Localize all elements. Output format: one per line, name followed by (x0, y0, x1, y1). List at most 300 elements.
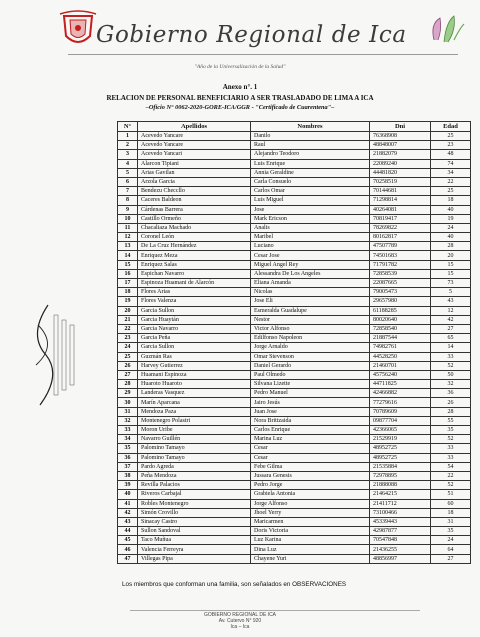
col-number-header: N° (118, 122, 138, 132)
row-names: Raul (251, 141, 370, 150)
row-dni: 45756240 (370, 370, 431, 379)
row-number: 40 (118, 490, 138, 499)
row-dni: 70819417 (370, 214, 431, 223)
row-names: Cesar (251, 444, 370, 453)
table-row (118, 435, 471, 444)
row-number: 17 (118, 279, 138, 288)
row-number: 6 (118, 177, 138, 186)
row-age: 18 (431, 508, 471, 517)
row-surnames: Palomino Tamayo (138, 453, 251, 462)
row-surnames: Moron Uribe (138, 426, 251, 435)
row-dni: 48952725 (370, 453, 431, 462)
row-number: 16 (118, 269, 138, 278)
row-surnames: Marín Aparcana (138, 398, 251, 407)
row-age: 27 (431, 554, 471, 563)
row-age: 33 (431, 444, 471, 453)
row-number: 8 (118, 196, 138, 205)
table-row (118, 205, 471, 214)
table-row (118, 141, 471, 150)
table-row (118, 416, 471, 425)
row-number: 3 (118, 150, 138, 159)
row-age: 64 (431, 545, 471, 554)
table-row (118, 260, 471, 269)
row-dni: 21460701 (370, 361, 431, 370)
row-names: Jussara Genesis (251, 471, 370, 480)
row-age: 48 (431, 150, 471, 159)
row-names: Victor Alfonso (251, 324, 370, 333)
table-row (118, 187, 471, 196)
table-row (118, 453, 471, 462)
table-row (118, 150, 471, 159)
row-number: 13 (118, 242, 138, 251)
row-age: 40 (431, 233, 471, 242)
row-names: Maribel (251, 233, 370, 242)
row-age: 26 (431, 398, 471, 407)
row-names: Paul Olmedo (251, 370, 370, 379)
row-surnames: Chacaliaza Machado (138, 223, 251, 232)
table-row (118, 168, 471, 177)
col-dni-header: Dni (370, 122, 431, 132)
row-surnames: Harvey Gutierrez (138, 361, 251, 370)
row-names: Pedro Jorge (251, 481, 370, 490)
row-names: Carlos Enrique (251, 426, 370, 435)
row-number: 30 (118, 398, 138, 407)
row-names: Annia Geraldine (251, 168, 370, 177)
row-dni: 73100466 (370, 508, 431, 517)
row-age: 35 (431, 426, 471, 435)
row-surnames: Huaroto Huaroto (138, 380, 251, 389)
table-row (118, 517, 471, 526)
row-dni: 71298814 (370, 196, 431, 205)
table-row (118, 352, 471, 361)
row-age: 25 (431, 187, 471, 196)
row-surnames: Huamani Espinoza (138, 370, 251, 379)
row-names: Carla Consuelo (251, 177, 370, 186)
table-row (118, 334, 471, 343)
row-dni: 48856997 (370, 554, 431, 563)
row-surnames: Espichan Navarro (138, 269, 251, 278)
row-dni: 74501683 (370, 251, 431, 260)
row-number: 2 (118, 141, 138, 150)
table-row (118, 223, 471, 232)
header-divider (68, 54, 458, 55)
row-surnames: Garcia Huaytán (138, 315, 251, 324)
regional-crest-icon (56, 10, 100, 50)
row-age: 60 (431, 499, 471, 508)
row-names: Carlos Omar (251, 187, 370, 196)
row-age: 40 (431, 205, 471, 214)
row-dni: 78269822 (370, 223, 431, 232)
row-surnames: Acevedo Yancare (138, 141, 251, 150)
row-names: Jose Eli (251, 297, 370, 306)
row-surnames: Alarcon Tipiani (138, 159, 251, 168)
table-row (118, 380, 471, 389)
row-number: 31 (118, 407, 138, 416)
row-number: 45 (118, 536, 138, 545)
row-number: 37 (118, 462, 138, 471)
row-names: Danilo (251, 132, 370, 141)
row-surnames: Villegas Pipa (138, 554, 251, 563)
row-surnames: Sullon Sandoval (138, 527, 251, 536)
row-dni: 21436255 (370, 545, 431, 554)
row-dni: 80162817 (370, 233, 431, 242)
row-number: 7 (118, 187, 138, 196)
row-number: 38 (118, 471, 138, 480)
beneficiaries-table (117, 121, 471, 564)
row-age: 33 (431, 453, 471, 462)
row-names: Dina Luz (251, 545, 370, 554)
row-surnames: Coronel León (138, 233, 251, 242)
footer-city: Ica – Ica (230, 624, 250, 630)
row-dni: 70144681 (370, 187, 431, 196)
table-row (118, 242, 471, 251)
row-age: 20 (431, 251, 471, 260)
row-number: 10 (118, 214, 138, 223)
row-age: 19 (431, 214, 471, 223)
row-number: 34 (118, 435, 138, 444)
row-surnames: Flores Valenza (138, 297, 251, 306)
table-row (118, 159, 471, 168)
row-names: Grabiela Antonia (251, 490, 370, 499)
row-number: 23 (118, 334, 138, 343)
row-names: Daniel Gerardo (251, 361, 370, 370)
row-number: 47 (118, 554, 138, 563)
row-number: 32 (118, 416, 138, 425)
table-row (118, 196, 471, 205)
row-names: Omar Stevenson (251, 352, 370, 361)
row-surnames: Riveros Carbajal (138, 490, 251, 499)
row-names: Nicolas (251, 288, 370, 297)
row-number: 26 (118, 361, 138, 370)
row-surnames: Mendoza Paza (138, 407, 251, 416)
row-dni: 48952725 (370, 444, 431, 453)
row-surnames: Acevedo Yancari (138, 150, 251, 159)
row-number: 20 (118, 306, 138, 315)
row-surnames: Bendezu Checcllo (138, 187, 251, 196)
table-row (118, 269, 471, 278)
document-title: RELACION DE PERSONAL BENEFICIARIO A SER TRASLADADO DE LIMA A ICA (106, 94, 374, 102)
row-dni: 21411712 (370, 499, 431, 508)
row-age: 52 (431, 435, 471, 444)
row-dni: 40264081 (370, 205, 431, 214)
row-number: 11 (118, 223, 138, 232)
row-age: 24 (431, 536, 471, 545)
row-number: 46 (118, 545, 138, 554)
row-surnames: Valencia Ferreyra (138, 545, 251, 554)
table-row (118, 527, 471, 536)
table-row (118, 315, 471, 324)
row-surnames: Guzmán Ras (138, 352, 251, 361)
row-dni: 21887544 (370, 334, 431, 343)
row-number: 29 (118, 389, 138, 398)
row-number: 43 (118, 517, 138, 526)
row-surnames: Garcia Sullon (138, 306, 251, 315)
row-dni: 80020640 (370, 315, 431, 324)
footer (0, 612, 480, 630)
row-names: Miguel Angel Rey (251, 260, 370, 269)
row-dni: 21535884 (370, 462, 431, 471)
row-number: 41 (118, 499, 138, 508)
table-row (118, 297, 471, 306)
row-surnames: Palomino Tamayo (138, 444, 251, 453)
footer-divider (130, 610, 420, 611)
row-names: Jairo Jesús (251, 398, 370, 407)
row-dni: 21529919 (370, 435, 431, 444)
row-dni: 70547848 (370, 536, 431, 545)
row-number: 42 (118, 508, 138, 517)
row-age: 35 (431, 527, 471, 536)
row-dni: 70789609 (370, 407, 431, 416)
row-age: 14 (431, 343, 471, 352)
row-age: 43 (431, 297, 471, 306)
institution-name: Gobierno Regional de Ica (96, 22, 407, 48)
row-surnames: Taco Muñua (138, 536, 251, 545)
row-dni: 21888088 (370, 481, 431, 490)
footer-address: Av. Cutervo N° 920 (218, 618, 262, 624)
table-row (118, 508, 471, 517)
row-age: 24 (431, 223, 471, 232)
row-surnames: Enriquez Salas (138, 260, 251, 269)
row-number: 25 (118, 352, 138, 361)
regional-emblem-icon (424, 10, 468, 50)
table-row (118, 233, 471, 242)
table-row (118, 343, 471, 352)
row-age: 15 (431, 260, 471, 269)
row-dni: 48848007 (370, 141, 431, 150)
col-age-header: Edad (431, 122, 471, 132)
row-dni: 72978895 (370, 471, 431, 480)
row-names: Marina Luz (251, 435, 370, 444)
row-number: 19 (118, 297, 138, 306)
row-age: 52 (431, 361, 471, 370)
table-row (118, 288, 471, 297)
row-surnames: Acevedo Yancare (138, 132, 251, 141)
row-surnames: Caceres Baldeon (138, 196, 251, 205)
table-row (118, 481, 471, 490)
letterhead (0, 0, 480, 60)
row-number: 12 (118, 233, 138, 242)
row-names: Luz Karina (251, 536, 370, 545)
row-names: Eliana Amanda (251, 279, 370, 288)
row-number: 1 (118, 132, 138, 141)
signature-stamp-icon (18, 295, 78, 415)
row-dni: 79005473 (370, 288, 431, 297)
row-number: 35 (118, 444, 138, 453)
row-number: 39 (118, 481, 138, 490)
row-names: Cesar Jose (251, 251, 370, 260)
row-surnames: Arzola Garcia (138, 177, 251, 186)
row-dni: 21882079 (370, 150, 431, 159)
row-names: Esmeralda Guadalupe (251, 306, 370, 315)
row-number: 36 (118, 453, 138, 462)
row-dni: 22087665 (370, 279, 431, 288)
row-age: 65 (431, 334, 471, 343)
row-age: 33 (431, 352, 471, 361)
row-names: Febe Gilma (251, 462, 370, 471)
row-surnames: Garcia Navarro (138, 324, 251, 333)
table-row (118, 554, 471, 563)
table-row (118, 545, 471, 554)
family-note: Los miembros que conforman una familia, son señalados en OBSERVACIONES (122, 581, 347, 588)
row-dni: 45339443 (370, 517, 431, 526)
row-surnames: Pardo Agreda (138, 462, 251, 471)
table-row (118, 536, 471, 545)
row-surnames: Flores Arias (138, 288, 251, 297)
table-row (118, 370, 471, 379)
row-dni: 74982761 (370, 343, 431, 352)
row-dni: 44528250 (370, 352, 431, 361)
row-names: Edilfonso Napoleon (251, 334, 370, 343)
row-names: Luis Miguel (251, 196, 370, 205)
row-surnames: Garcia Peña (138, 334, 251, 343)
row-number: 28 (118, 380, 138, 389)
row-age: 55 (431, 416, 471, 425)
row-names: Mark Ericson (251, 214, 370, 223)
row-dni: 44711825 (370, 380, 431, 389)
row-names: Jhoel Yerry (251, 508, 370, 517)
row-surnames: Robles Montenegro (138, 499, 251, 508)
row-age: 15 (431, 269, 471, 278)
col-surnames-header: Apellidos (138, 122, 251, 132)
row-surnames: Espinoza Huamani de Alarcón (138, 279, 251, 288)
table-row (118, 306, 471, 315)
row-number: 24 (118, 343, 138, 352)
row-surnames: Peña Mendoza (138, 471, 251, 480)
row-dni: 44481820 (370, 168, 431, 177)
row-age: 31 (431, 517, 471, 526)
row-names: Nestor (251, 315, 370, 324)
row-surnames: Cárdenas Barrera (138, 205, 251, 214)
row-dni: 42987877 (370, 527, 431, 536)
row-age: 36 (431, 389, 471, 398)
row-names: Cesar (251, 453, 370, 462)
table-row (118, 361, 471, 370)
row-age: 28 (431, 407, 471, 416)
row-dni: 77279616 (370, 398, 431, 407)
row-number: 21 (118, 315, 138, 324)
row-age: 52 (431, 481, 471, 490)
row-names: Luis Enrique (251, 159, 370, 168)
row-surnames: Garcia Sullon (138, 343, 251, 352)
row-age: 42 (431, 315, 471, 324)
row-age: 12 (431, 306, 471, 315)
row-number: 4 (118, 159, 138, 168)
table-row (118, 444, 471, 453)
year-motto: "Año de la Universalización de la Salud" (194, 64, 286, 70)
row-dni: 72858539 (370, 269, 431, 278)
annex-label: Anexo n°. 1 (222, 83, 258, 91)
table-row (118, 177, 471, 186)
table-row (118, 324, 471, 333)
row-surnames: Castillo Ormeño (138, 214, 251, 223)
row-number: 27 (118, 370, 138, 379)
row-dni: 29657980 (370, 297, 431, 306)
row-age: 51 (431, 490, 471, 499)
row-age: 23 (431, 141, 471, 150)
row-dni: 47507789 (370, 242, 431, 251)
table-body (118, 132, 471, 564)
row-surnames: Sinacay Castro (138, 517, 251, 526)
row-names: Jorge Alfonso (251, 499, 370, 508)
row-names: Maricarmen (251, 517, 370, 526)
table-row (118, 214, 471, 223)
row-surnames: Simón Crovillo (138, 508, 251, 517)
row-dni: 61188285 (370, 306, 431, 315)
row-names: Alejandro Teodoro (251, 150, 370, 159)
table-row (118, 389, 471, 398)
table-row (118, 490, 471, 499)
row-number: 9 (118, 205, 138, 214)
row-names: Jose (251, 205, 370, 214)
row-age: 5 (431, 288, 471, 297)
row-names: Analis (251, 223, 370, 232)
row-surnames: Montenegro Polastri (138, 416, 251, 425)
row-number: 22 (118, 324, 138, 333)
row-names: Doris Victoria (251, 527, 370, 536)
row-names: Luciano (251, 242, 370, 251)
row-names: Juan Jose (251, 407, 370, 416)
row-age: 32 (431, 380, 471, 389)
table-row (118, 499, 471, 508)
row-number: 33 (118, 426, 138, 435)
row-age: 74 (431, 159, 471, 168)
row-dni: 72858540 (370, 324, 431, 333)
footer-institution: GOBIERNO REGIONAL DE ICA (203, 612, 277, 618)
row-number: 15 (118, 260, 138, 269)
table-row (118, 407, 471, 416)
col-names-header: Nombres (251, 122, 370, 132)
row-age: 22 (431, 471, 471, 480)
table-row (118, 471, 471, 480)
row-dni: 42366065 (370, 426, 431, 435)
row-dni: 71791782 (370, 260, 431, 269)
row-dni: 22089240 (370, 159, 431, 168)
row-names: Jorge Arnaldo (251, 343, 370, 352)
row-age: 25 (431, 132, 471, 141)
row-names: Alessandra De Los Angeles (251, 269, 370, 278)
row-surnames: Landeras Vasquez (138, 389, 251, 398)
table-header-row (118, 122, 471, 132)
row-dni: 42466882 (370, 389, 431, 398)
row-age: 50 (431, 370, 471, 379)
row-dni: 70258519 (370, 177, 431, 186)
table-row (118, 279, 471, 288)
row-names: Chayene Yuri (251, 554, 370, 563)
table-row (118, 462, 471, 471)
row-names: Nora Brittzaida (251, 416, 370, 425)
row-number: 44 (118, 527, 138, 536)
row-names: Pedro Manuel (251, 389, 370, 398)
row-age: 18 (431, 196, 471, 205)
table-row (118, 251, 471, 260)
row-age: 54 (431, 462, 471, 471)
row-surnames: Enriquez Meza (138, 251, 251, 260)
row-age: 73 (431, 279, 471, 288)
row-dni: 21464215 (370, 490, 431, 499)
table-row (118, 426, 471, 435)
row-number: 5 (118, 168, 138, 177)
row-number: 14 (118, 251, 138, 260)
row-age: 22 (431, 177, 471, 186)
table-row (118, 398, 471, 407)
row-age: 27 (431, 324, 471, 333)
row-surnames: De La Cruz Hernández (138, 242, 251, 251)
row-number: 18 (118, 288, 138, 297)
row-names: Silvana Lizette (251, 380, 370, 389)
document-subtitle: –Oficio N° 0062-2020-GORE-ICA/GGR - "Certificado de Cuarentena"– (145, 104, 335, 111)
row-age: 34 (431, 168, 471, 177)
row-dni: 09877704 (370, 416, 431, 425)
